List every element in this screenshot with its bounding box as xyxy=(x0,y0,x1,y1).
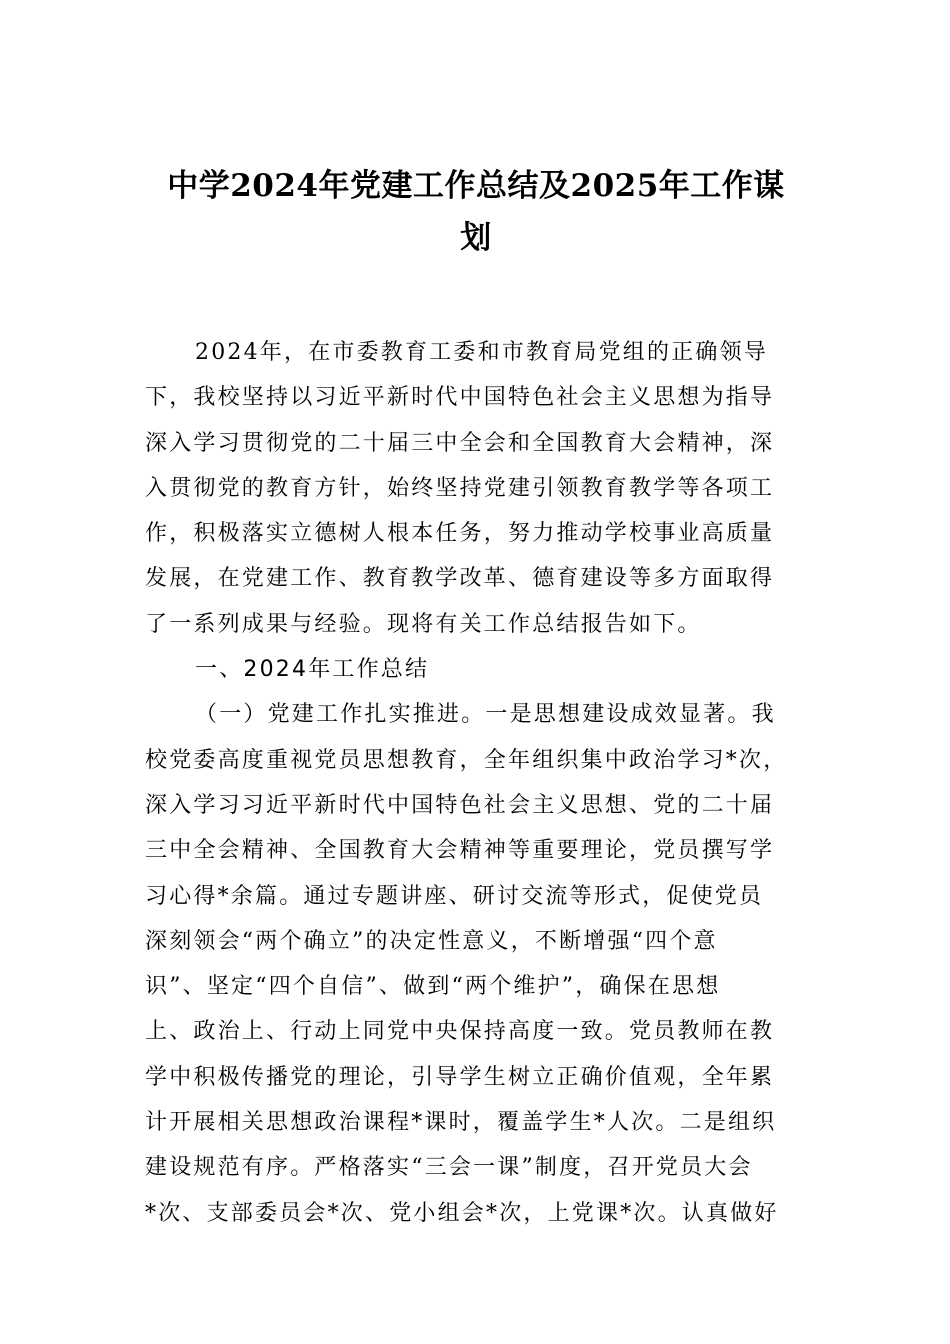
title-line-2: 划 xyxy=(460,220,492,256)
section-heading xyxy=(145,647,807,692)
text-line: 作，积极落实立德树人根本任务，努力推动学校事业高质量 xyxy=(145,521,775,547)
intro-paragraph xyxy=(145,330,807,647)
text-line: （一）党建工作扎实推进。一是思想建设成效显著。我 xyxy=(195,702,776,728)
text-line: 深刻领会“两个确立”的决定性意义，不断增强“四个意 xyxy=(145,928,718,954)
text-line: 学中积极传播党的理论，引导学生树立正确价值观，全年累 xyxy=(145,1064,775,1090)
text-line: 深入学习习近平新时代中国特色社会主义思想、党的二十届 xyxy=(145,792,775,818)
text-line: 深入学习贯彻党的二十届三中全会和全国教育大会精神，深 xyxy=(145,430,775,456)
text-line: 三中全会精神、全国教育大会精神等重要理论，党员撰写学 xyxy=(145,838,775,864)
text-line: 识”、坚定“四个自信”、做到“两个维护”，确保在思想 xyxy=(145,974,721,1000)
text-line: 发展，在党建工作、教育教学改革、德育建设等多方面取得 xyxy=(145,566,775,592)
text-line: 计开展相关思想政治课程*课时，覆盖学生*人次。二是组织 xyxy=(145,1110,777,1136)
document-title xyxy=(145,160,807,264)
section-heading-text: 一、2024年工作总结 xyxy=(195,657,430,683)
text-line: 了一系列成果与经验。现将有关工作总结报告如下。 xyxy=(145,611,702,637)
text-line: *次、支部委员会*次、党小组会*次，上党课*次。认真做好 xyxy=(145,1200,779,1226)
text-line: 下，我校坚持以习近平新时代中国特色社会主义思想为指导 xyxy=(145,385,775,411)
title-line-1: 中学2024年党建工作总结及2025年工作谋 xyxy=(167,168,785,204)
text-line: 习心得*余篇。通过专题讲座、研讨交流等形式，促使党员 xyxy=(145,883,764,909)
text-line: 上、政治上、行动上同党中央保持高度一致。党员教师在教 xyxy=(145,1019,775,1045)
document-body xyxy=(145,330,807,1236)
subsection-paragraph xyxy=(145,692,807,1236)
text-line: 入贯彻党的教育方针，始终坚持党建引领教育教学等各项工 xyxy=(145,475,775,501)
text-line: 2024年，在市委教育工委和市教育局党组的正确领导 xyxy=(195,340,768,365)
text-line: 建设规范有序。严格落实“三会一课”制度，召开党员大会 xyxy=(145,1155,753,1181)
text-line: 校党委高度重视党员思想教育，全年组织集中政治学习*次， xyxy=(145,747,788,773)
